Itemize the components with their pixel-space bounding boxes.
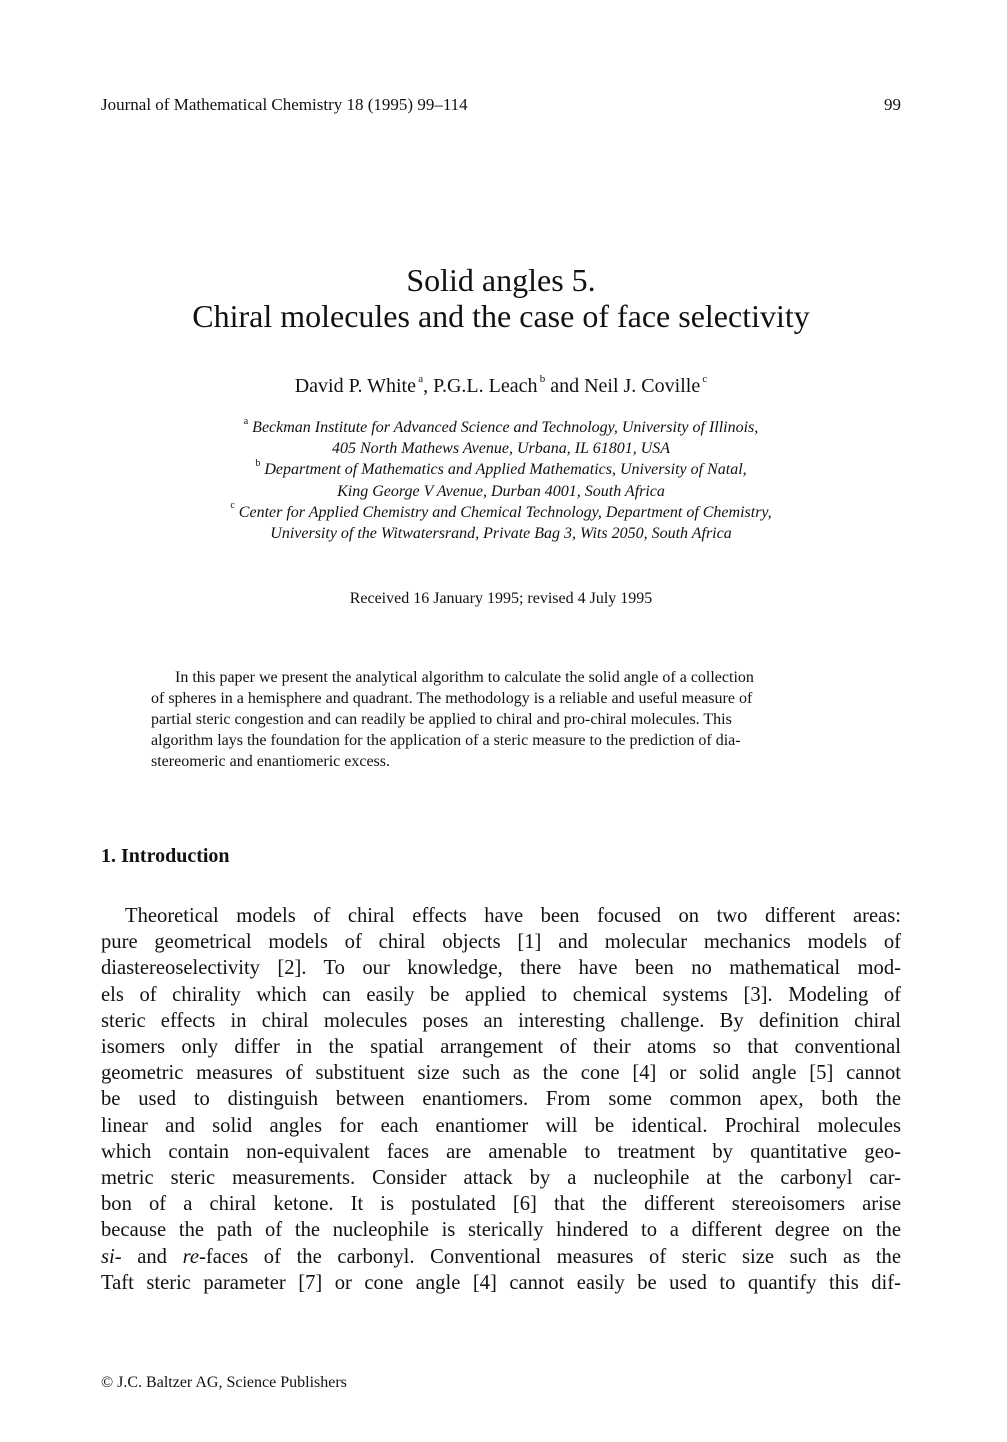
affiliation-mark: b <box>255 458 261 470</box>
abstract <box>151 667 899 772</box>
re-term: re <box>182 1245 199 1268</box>
abstract-line: algorithm lays the foundation for the application of a steric measure to the prediction of dia- <box>151 732 741 749</box>
section-heading-introduction: 1. Introduction <box>101 845 230 867</box>
si-term: si <box>101 1245 115 1268</box>
affiliation-a-line-1: $^a$ Beckman Institute for Advanced Science and Technology, University of Illinois, <box>243 415 759 436</box>
running-header <box>101 94 901 116</box>
body-line: els of chirality which can easily be applied to chemical systems [3]. Modeling of <box>101 983 901 1006</box>
author-separator: and <box>545 375 585 397</box>
abstract-line: stereomeric and enantiomeric excess. <box>151 753 390 770</box>
author-coville: Neil J. Coville <box>584 375 701 397</box>
body-line: Theoretical models of chiral effects have been focused on two different areas: <box>125 905 901 927</box>
body-line: isomers only differ in the spatial arrangement of their atoms so that conventional <box>101 1036 901 1059</box>
body-line: be used to distinguish between enantiomers. From some common apex, both the <box>101 1088 901 1111</box>
author-list <box>101 373 901 399</box>
body-line: linear and solid angles for each enantiomer will be identical. Prochiral molecules <box>101 1114 901 1137</box>
author-white: David P. White <box>294 375 416 397</box>
affiliation-a-line-2: 405 North Mathews Avenue, Urbana, IL 61801, USA <box>331 440 671 458</box>
affiliation-b-line-1: $^b$ Department of Mathematics and Applied Mathematics, University of Natal, <box>255 458 747 479</box>
body-line: diastereoselectivity [2]. To our knowledge, there have been no mathematical mod- <box>101 957 901 980</box>
author-leach: P.G.L. Leach <box>433 375 538 397</box>
affiliation-c-line-2: University of the Witwatersrand, Private Bag 3, Wits 2050, South Africa <box>270 525 732 543</box>
body-line: bon of a chiral ketone. It is postulated [6] that the different stereoisomers arise <box>101 1193 901 1216</box>
abstract-line: partial steric congestion and can readily be applied to chiral and pro-chiral molecules. This <box>151 711 732 728</box>
body-line: which contain non-equivalent faces are amenable to treatment by quantitative geo- <box>101 1140 901 1163</box>
title-line-2: Chiral molecules and the case of face selectivity <box>192 298 810 334</box>
body-line: geometric measures of substituent size such as the cone [4] or solid angle [5] cannot <box>101 1062 901 1085</box>
author-separator: , <box>423 375 434 397</box>
received-dates: Received 16 January 1995; revised 4 July 1995 <box>349 590 653 607</box>
body-line-si-re: si- and re-faces of the carbonyl. Conventional measures of steric size such as the <box>101 1245 901 1268</box>
affiliation-mark: a <box>243 415 249 427</box>
affiliation-c-line-1: $^c$ Center for Applied Chemistry and Chemical Technology, Department of Chemistry, <box>230 500 772 521</box>
author-coville-affil-mark: c <box>702 373 708 386</box>
affiliation-mark: c <box>230 500 235 512</box>
abstract-line: of spheres in a hemisphere and quadrant. The methodology is a reliable and useful measure of <box>151 690 753 707</box>
page-number: 99 <box>884 95 901 114</box>
author-white-affil-mark: a <box>418 373 424 386</box>
affiliations <box>101 417 901 544</box>
body-line: steric effects in chiral molecules poses an interesting challenge. By definition chiral <box>101 1009 901 1032</box>
journal-citation: Journal of Mathematical Chemistry 18 (1995) 99–114 <box>101 95 468 114</box>
introduction-body <box>101 903 901 1296</box>
abstract-line: In this paper we present the analytical algorithm to calculate the solid angle of a collection <box>175 669 754 686</box>
publisher-footer: © J.C. Baltzer AG, Science Publishers <box>101 1374 347 1391</box>
body-line: pure geometrical models of chiral objects [1] and molecular mechanics models of <box>101 931 901 954</box>
title-line-1: Solid angles 5. <box>406 262 596 298</box>
body-line: because the path of the nucleophile is sterically hindered to a different degree on the <box>101 1219 901 1242</box>
body-line: Taft steric parameter [7] or cone angle [4] cannot easily be used to quantify this dif- <box>101 1271 901 1294</box>
body-line: metric steric measurements. Consider attack by a nucleophile at the carbonyl car- <box>101 1167 901 1190</box>
affiliation-b-line-2: King George V Avenue, Durban 4001, South Africa <box>337 482 665 500</box>
paper-title <box>101 262 901 334</box>
author-leach-affil-mark: b <box>539 373 546 386</box>
